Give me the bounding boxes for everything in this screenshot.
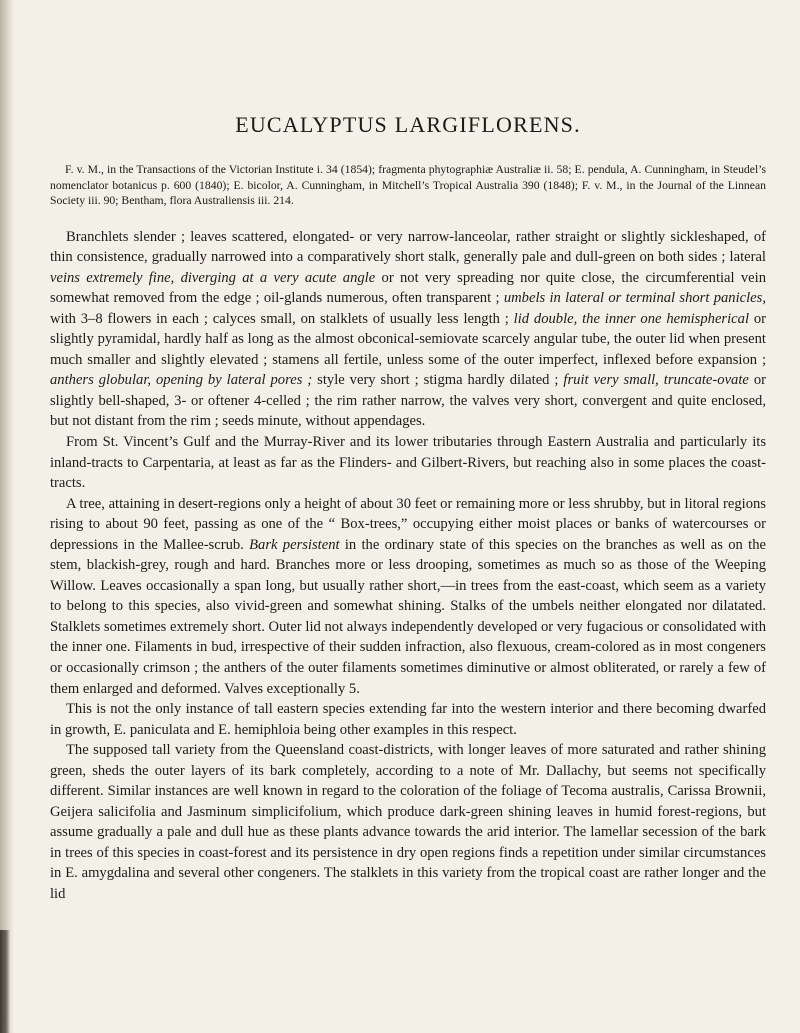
document-page bbox=[50, 0, 766, 905]
instance-paragraph: This is not the only instance of tall eastern species extending far into the western interior and there becoming dwarfed in growth, E. paniculata and E. hemiphloia being other examples in this respect. bbox=[50, 701, 766, 738]
page-title: EUCALYPTUS LARGIFLORENS. bbox=[235, 112, 581, 137]
description-emphasis: anthers globular, opening by lateral pores ; bbox=[50, 372, 313, 389]
description-paragraph bbox=[50, 227, 766, 432]
references-paragraph: F. v. M., in the Transactions of the Victorian Institute i. 34 (1854); fragmenta phytographiæ Australiæ ii. 58; E. pendula, A. Cunningham, in Steudel’s nomenclator botanicus p. 600 (1840); E. bicolor, A. Cunningham, in Mitchell’s Tropical Australia 390 (1848); F. v. M., in the Journal of the Linnean Society iii. 90; Bentham, flora Australiensis iii. 214. bbox=[50, 163, 766, 207]
body-text bbox=[50, 227, 766, 905]
description-emphasis: lid double, the inner one hemispherical bbox=[513, 310, 749, 327]
variety-paragraph: The supposed tall variety from the Queensland coast-districts, with longer leaves of more saturated and rather shining green, sheds the outer layers of its bark completely, according to a note of Mr. Dallachy, but seems not specifically different. Similar instances are well known in regard to the coloration of the foliage of Tecoma australis, Carissa Brownii, Geijera salicifolia and Jasminum simplicifolium, which produce dark-green shining leaves in humid forest-regions, but assume gradually a pale and dull hue as these plants advance towards the arid interior. The lamellar secession of the bark in trees of this species in coast-forest and its persistence in dry open regions finds a repetition under similar circumstances in E. amygdalina and several other congeners. The stalklets in this variety from the tropical coast are rather longer and the lid bbox=[50, 742, 766, 902]
description-text: or slightly pyramidal, hardly half as long as the almost obconical-semiovate scarcely angular tube, the outer lid when present much smaller and slightly elevated ; stamens all fertile, unless some of the outer imperfect, inflexed before expansion ; bbox=[50, 310, 766, 368]
tree-emphasis: Bark persistent bbox=[249, 536, 340, 553]
tree-text: A tree, attaining in desert-regions only a height of about 30 feet or remaining more or less shrubby, but in litoral regions rising to about 90 feet, passing as one of the “ Box-trees,” occupying either moist places or banks of watercourses or depressions in the Mallee-scrub. bbox=[50, 495, 766, 553]
distribution-paragraph: From St. Vincent’s Gulf and the Murray-River and its lower tributaries through Eastern Australia and particularly its inland-tracts to Carpentaria, at least as far as the Flinders- and Gilbert-Rivers, but reaching also in some places the coast-tracts. bbox=[50, 433, 766, 492]
tree-text: in the ordinary state of this species on the branches as well as on the stem, blackish-grey, rough and hard. Branches more or less drooping, sometimes as much so as those of the Weeping Willow. Leaves occasionally a span long, but usually rather short,—in trees from the east-coast, which seem as a variety to belong to this species, also vivid-green and somewhat shining. Stalks of the umbels neither elongated nor dilatated. Stalklets sometimes extremely short. Outer lid not always independently developed or very fugacious or consolidated with the inner one. Filaments in bud, irrespective of their sudden infraction, also flexuous, cream-colored as in most congeners or occasionally crimson ; the anthers of the outer filaments sometimes diminutive or almost obliterated, or rarely a few of them enlarged and deformed. Valves exceptionally 5. bbox=[50, 536, 766, 697]
tree-paragraph bbox=[50, 494, 766, 699]
description-emphasis: umbels in lateral or terminal short panicles, bbox=[503, 290, 766, 307]
description-text: or slightly bell-shaped, 3- or oftener 4-celled ; the rim rather narrow, the valves very short, convergent and quite enclosed, but not distant from the rim ; seeds minute, without appendages. bbox=[50, 372, 766, 430]
description-text: Branchlets slender ; leaves scattered, elongated- or very narrow-lanceolar, rather straight or slightly sickleshaped, of thin consistence, gradually narrowed into a comparatively short stalk, generally pale and dull-green on both sides ; lateral bbox=[50, 228, 766, 266]
page-edge-shadow bbox=[0, 930, 10, 1033]
description-emphasis: veins extremely fine, diverging at a very acute angle bbox=[50, 269, 376, 286]
description-text: style very short ; stigma hardly dilated ; bbox=[312, 372, 564, 389]
description-text: or not very spreading nor quite close, the circumferential vein somewhat removed from the edge ; oil-glands numerous, often transparent ; bbox=[50, 269, 767, 307]
description-emphasis: fruit very small, truncate-ovate bbox=[563, 372, 749, 389]
description-text: with 3–8 flowers in each ; calyces small, on stalklets of usually less length ; bbox=[50, 310, 514, 327]
page-gutter-shadow bbox=[0, 0, 14, 1033]
